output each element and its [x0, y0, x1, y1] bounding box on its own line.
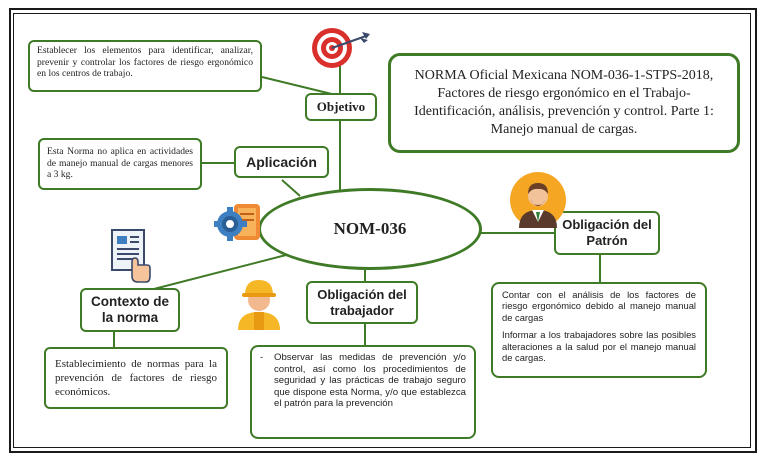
aplicacion-label: Aplicación: [246, 154, 317, 170]
title-text: NORMA Oficial Mexicana NOM-036-1-STPS-2018, Factores de riesgo ergonómico en el Trabajo-Identificación, análisis, prevención y control. Parte 1: Manejo manual de cargas.: [414, 68, 714, 137]
businessman-icon: [510, 172, 566, 228]
gear-blueprint-icon: [214, 200, 264, 244]
trabajador-text: Observar las medidas de prevención y/o control, así como los procedimientos de seguridad y las prácticas de trabajo seguro que dispone esta Norma, y/o que establezca el patrón para la prevención: [274, 352, 466, 410]
aplicacion-text: Esta Norma no aplica en actividades de manejo manual de cargas menores a 3 kg.: [47, 146, 193, 180]
patron-text-1: Contar con el análisis de los factores de riesgo ergonómico debido al manejo manual de cargas: [502, 289, 696, 323]
objetivo-text-box: [28, 40, 262, 92]
trabajador-label-box: [306, 281, 418, 324]
patron-text-box: [491, 282, 707, 378]
objetivo-text: Establecer los elementos para identificar, analizar, prevenir y controlar los factores de riesgo ergonómico en los centros de trabajo.: [37, 45, 253, 79]
worker-helmet-icon: [236, 276, 282, 330]
target-icon: [310, 26, 374, 70]
title-box: [388, 53, 740, 153]
objetivo-label: Objetivo: [316, 99, 366, 114]
patron-text-2: Informar a los trabajadores sobre las posibles alteraciones a la salud por el manejo manual de cargas.: [502, 329, 696, 364]
patron-label: Obligación del Patrón: [562, 217, 652, 248]
center-node: [258, 188, 482, 270]
trabajador-label: Obligación del trabajador: [317, 286, 407, 318]
contexto-text-box: [44, 347, 228, 409]
center-label: NOM-036: [333, 219, 407, 238]
trabajador-bullet: -: [260, 352, 264, 363]
aplicacion-text-box: [38, 138, 202, 190]
objetivo-label-box: [305, 93, 377, 121]
patron-label-box: [554, 211, 660, 255]
document-hand-icon: [108, 228, 154, 286]
aplicacion-label-box: [234, 146, 329, 178]
contexto-label: Contexto de la norma: [90, 294, 169, 325]
line-aplicacion-center: [282, 180, 300, 196]
contexto-text: Establecimiento de normas para la prevención de factores de riesgo económicos.: [55, 358, 217, 398]
contexto-label-box: [80, 288, 180, 332]
trabajador-text-box: [250, 345, 476, 439]
